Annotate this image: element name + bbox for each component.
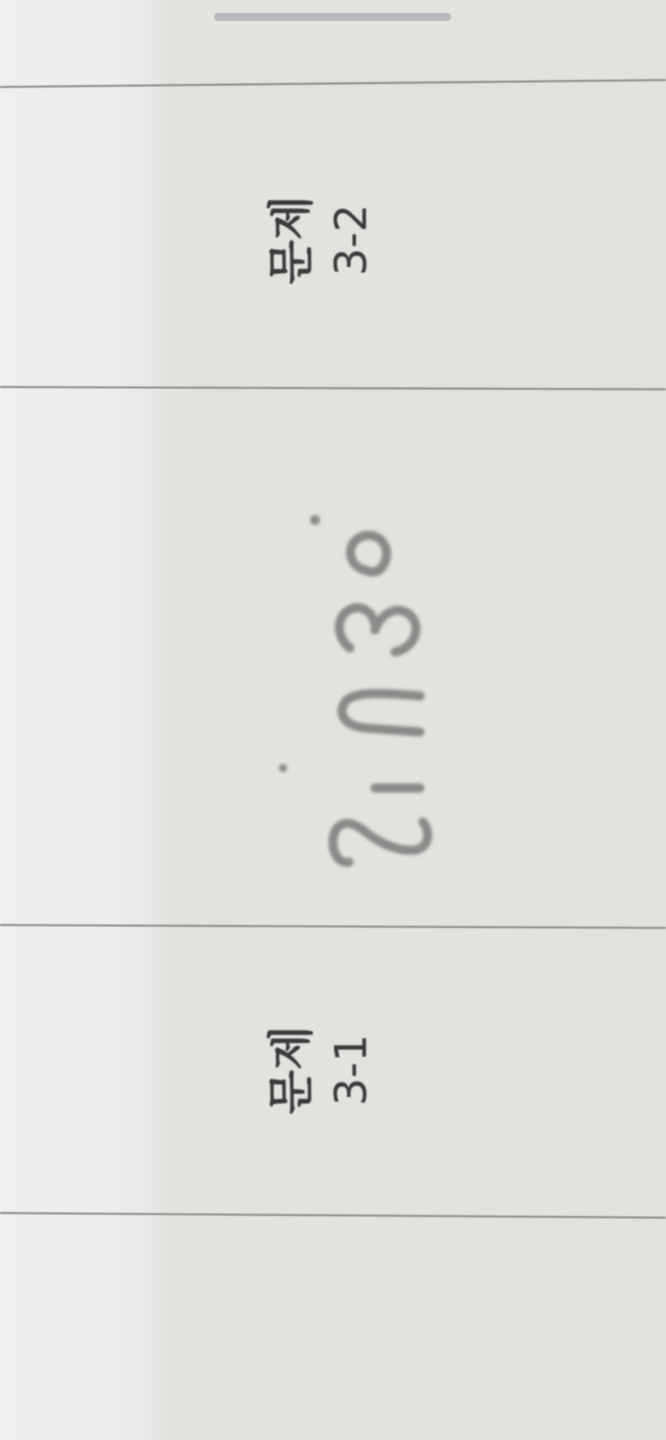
table-rule [0,386,666,390]
table-rule [0,79,666,88]
table-rule [0,924,666,929]
handwritten-answer-text [185,630,505,631]
problem-label-3-1 [260,970,390,1170]
problem-label-3-2 [260,140,390,340]
handwritten-answer [245,470,445,890]
home-indicator[interactable] [214,13,451,21]
problem-label-word: 문제 [264,195,318,285]
table-rule [0,1212,666,1219]
handwritten-answer-drawing [245,470,445,890]
problem-label-number: 3-2 [326,204,378,276]
problem-label-number: 3-1 [326,1034,378,1106]
problem-label-word: 문제 [264,1025,318,1115]
